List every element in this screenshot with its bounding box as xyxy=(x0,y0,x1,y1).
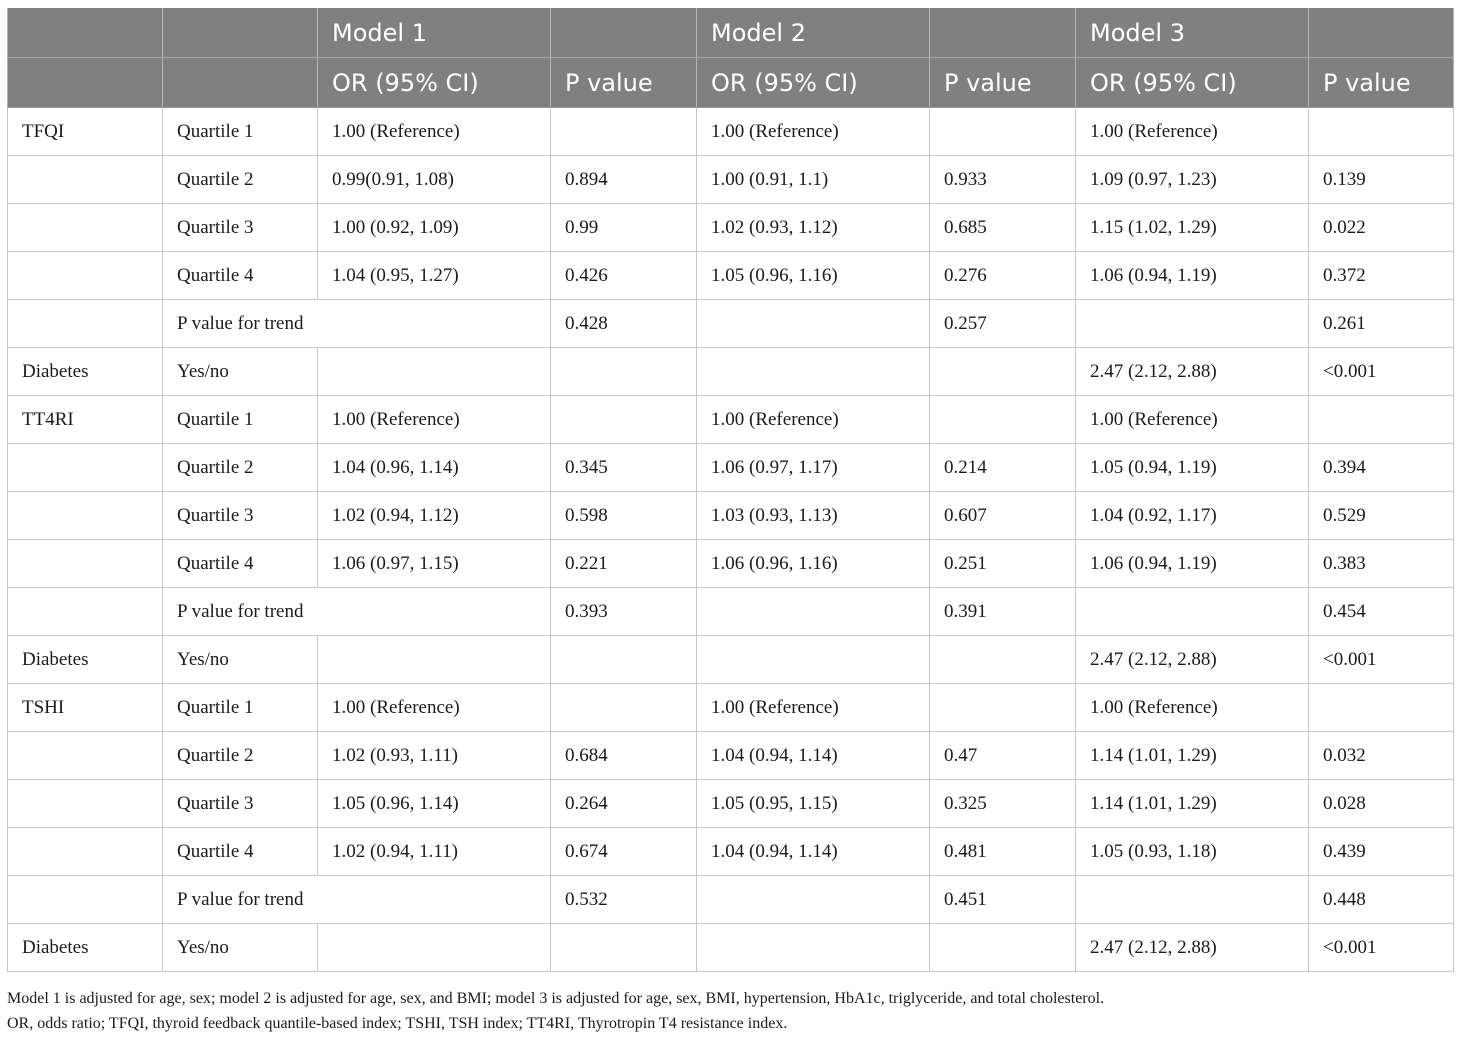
model2-or-cell xyxy=(697,876,930,924)
row-index-label: Diabetes xyxy=(8,636,163,684)
model1-or-cell: 1.04 (0.95, 1.27) xyxy=(318,252,551,300)
row-level-label: Yes/no xyxy=(163,348,318,396)
model1-p-cell: 0.684 xyxy=(551,732,697,780)
model2-or-cell: 1.06 (0.97, 1.17) xyxy=(697,444,930,492)
model2-or-cell xyxy=(697,636,930,684)
row-level-label: P value for trend xyxy=(163,588,551,636)
model3-p-cell xyxy=(1309,396,1454,444)
header-cell xyxy=(163,58,318,108)
model2-p-cell xyxy=(930,396,1076,444)
model2-p-cell: 0.391 xyxy=(930,588,1076,636)
model2-or-cell: 1.00 (Reference) xyxy=(697,108,930,156)
model3-or-cell: 1.00 (Reference) xyxy=(1076,396,1309,444)
model1-p-cell: 0.598 xyxy=(551,492,697,540)
model3-p-cell: 0.028 xyxy=(1309,780,1454,828)
table-row xyxy=(8,204,1454,252)
model3-p-cell: 0.032 xyxy=(1309,732,1454,780)
model2-p-cell xyxy=(930,684,1076,732)
row-level-label: Quartile 3 xyxy=(163,492,318,540)
model3-p-cell xyxy=(1309,684,1454,732)
row-index-label xyxy=(8,732,163,780)
model3-p-cell: <0.001 xyxy=(1309,924,1454,972)
header-cell xyxy=(8,8,163,58)
model2-p-cell: 0.481 xyxy=(930,828,1076,876)
model1-or-cell: 1.02 (0.93, 1.11) xyxy=(318,732,551,780)
model3-p-cell: 0.372 xyxy=(1309,252,1454,300)
model3-or-cell: 2.47 (2.12, 2.88) xyxy=(1076,348,1309,396)
footnote-abbreviations: OR, odds ratio; TFQI, thyroid feedback quantile-based index; TSHI, TSH index; TT4RI, Thyrotropin T4 resistance index. xyxy=(7,1015,788,1032)
model2-p-cell xyxy=(930,924,1076,972)
table-row xyxy=(8,348,1454,396)
model1-or-cell: 1.00 (0.92, 1.09) xyxy=(318,204,551,252)
model1-p-cell: 0.99 xyxy=(551,204,697,252)
row-index-label xyxy=(8,780,163,828)
model3-or-cell: 1.05 (0.94, 1.19) xyxy=(1076,444,1309,492)
row-level-label: Yes/no xyxy=(163,924,318,972)
model3-or-cell xyxy=(1076,876,1309,924)
model3-p-cell: 0.529 xyxy=(1309,492,1454,540)
model2-p-cell: 0.276 xyxy=(930,252,1076,300)
model3-or-cell: 1.14 (1.01, 1.29) xyxy=(1076,732,1309,780)
row-index-label: TT4RI xyxy=(8,396,163,444)
odds-ratio-table xyxy=(7,8,1454,972)
model1-p-cell xyxy=(551,108,697,156)
row-index-label: TSHI xyxy=(8,684,163,732)
model2-or-cell: 1.00 (Reference) xyxy=(697,684,930,732)
row-index-label: Diabetes xyxy=(8,348,163,396)
model1-or-cell xyxy=(318,348,551,396)
table-row xyxy=(8,540,1454,588)
model2-p-cell: 0.451 xyxy=(930,876,1076,924)
header-model-2: Model 2 xyxy=(697,8,930,58)
model1-or-cell: 1.04 (0.96, 1.14) xyxy=(318,444,551,492)
table-header xyxy=(8,8,1454,108)
row-index-label xyxy=(8,588,163,636)
model2-or-cell: 1.00 (Reference) xyxy=(697,396,930,444)
model1-p-cell xyxy=(551,636,697,684)
model1-p-cell xyxy=(551,348,697,396)
model3-or-cell: 1.15 (1.02, 1.29) xyxy=(1076,204,1309,252)
model1-or-cell: 1.00 (Reference) xyxy=(318,108,551,156)
table-row xyxy=(8,828,1454,876)
header-cell xyxy=(1309,8,1454,58)
table-row xyxy=(8,588,1454,636)
header-p-value: P value xyxy=(930,58,1076,108)
model2-p-cell xyxy=(930,348,1076,396)
model1-or-cell: 1.02 (0.94, 1.11) xyxy=(318,828,551,876)
model3-p-cell: 0.139 xyxy=(1309,156,1454,204)
header-row-models xyxy=(8,8,1454,58)
table-row xyxy=(8,300,1454,348)
table-body xyxy=(8,108,1454,972)
model2-p-cell: 0.685 xyxy=(930,204,1076,252)
header-cell xyxy=(8,58,163,108)
header-cell xyxy=(163,8,318,58)
footnote-model-adjustments: Model 1 is adjusted for age, sex; model 2 is adjusted for age, sex, and BMI; model 3 is adjusted for age, sex, BMI, hypertension, HbA1c, triglyceride, and total cholesterol. xyxy=(7,990,1105,1007)
model2-or-cell: 1.05 (0.95, 1.15) xyxy=(697,780,930,828)
row-level-label: Quartile 1 xyxy=(163,684,318,732)
model2-or-cell: 1.05 (0.96, 1.16) xyxy=(697,252,930,300)
table-row xyxy=(8,492,1454,540)
model3-p-cell: <0.001 xyxy=(1309,348,1454,396)
header-p-value: P value xyxy=(551,58,697,108)
header-model-3: Model 3 xyxy=(1076,8,1309,58)
row-level-label: Quartile 4 xyxy=(163,828,318,876)
table-row xyxy=(8,252,1454,300)
row-index-label xyxy=(8,444,163,492)
row-index-label xyxy=(8,492,163,540)
model3-p-cell: 0.454 xyxy=(1309,588,1454,636)
model3-p-cell: 0.383 xyxy=(1309,540,1454,588)
model1-p-cell xyxy=(551,924,697,972)
model1-or-cell xyxy=(318,924,551,972)
model3-p-cell: 0.439 xyxy=(1309,828,1454,876)
model2-or-cell xyxy=(697,924,930,972)
model3-or-cell xyxy=(1076,300,1309,348)
model2-or-cell: 1.00 (0.91, 1.1) xyxy=(697,156,930,204)
row-index-label xyxy=(8,876,163,924)
header-p-value: P value xyxy=(1309,58,1454,108)
model2-or-cell xyxy=(697,588,930,636)
model1-p-cell: 0.426 xyxy=(551,252,697,300)
model2-p-cell: 0.47 xyxy=(930,732,1076,780)
model2-p-cell: 0.257 xyxy=(930,300,1076,348)
model3-p-cell: 0.261 xyxy=(1309,300,1454,348)
header-cell xyxy=(930,8,1076,58)
row-index-label xyxy=(8,156,163,204)
model1-p-cell xyxy=(551,684,697,732)
table-row xyxy=(8,924,1454,972)
model1-p-cell xyxy=(551,396,697,444)
table-row xyxy=(8,876,1454,924)
table-row xyxy=(8,396,1454,444)
row-index-label xyxy=(8,252,163,300)
model3-p-cell xyxy=(1309,108,1454,156)
row-level-label: Quartile 2 xyxy=(163,444,318,492)
model1-or-cell: 1.05 (0.96, 1.14) xyxy=(318,780,551,828)
header-model-1: Model 1 xyxy=(318,8,551,58)
model3-or-cell: 1.06 (0.94, 1.19) xyxy=(1076,252,1309,300)
model3-or-cell: 2.47 (2.12, 2.88) xyxy=(1076,636,1309,684)
row-index-label: TFQI xyxy=(8,108,163,156)
model2-or-cell: 1.06 (0.96, 1.16) xyxy=(697,540,930,588)
row-level-label: Yes/no xyxy=(163,636,318,684)
model3-or-cell xyxy=(1076,588,1309,636)
model1-or-cell: 1.00 (Reference) xyxy=(318,684,551,732)
model2-p-cell: 0.214 xyxy=(930,444,1076,492)
model3-or-cell: 1.09 (0.97, 1.23) xyxy=(1076,156,1309,204)
table-footnotes xyxy=(7,986,1453,1036)
model1-or-cell: 1.06 (0.97, 1.15) xyxy=(318,540,551,588)
header-cell xyxy=(551,8,697,58)
model2-or-cell: 1.04 (0.94, 1.14) xyxy=(697,732,930,780)
model2-or-cell: 1.02 (0.93, 1.12) xyxy=(697,204,930,252)
row-level-label: Quartile 3 xyxy=(163,780,318,828)
row-index-label xyxy=(8,204,163,252)
model1-or-cell: 1.02 (0.94, 1.12) xyxy=(318,492,551,540)
row-index-label xyxy=(8,540,163,588)
model1-p-cell: 0.532 xyxy=(551,876,697,924)
row-level-label: Quartile 2 xyxy=(163,732,318,780)
model2-p-cell xyxy=(930,108,1076,156)
row-level-label: Quartile 3 xyxy=(163,204,318,252)
model3-or-cell: 1.05 (0.93, 1.18) xyxy=(1076,828,1309,876)
model3-or-cell: 1.14 (1.01, 1.29) xyxy=(1076,780,1309,828)
model1-p-cell: 0.894 xyxy=(551,156,697,204)
model2-or-cell xyxy=(697,300,930,348)
model3-or-cell: 1.00 (Reference) xyxy=(1076,684,1309,732)
model3-or-cell: 1.06 (0.94, 1.19) xyxy=(1076,540,1309,588)
model2-or-cell: 1.04 (0.94, 1.14) xyxy=(697,828,930,876)
model1-p-cell: 0.393 xyxy=(551,588,697,636)
model2-p-cell: 0.251 xyxy=(930,540,1076,588)
model1-p-cell: 0.264 xyxy=(551,780,697,828)
row-index-label: Diabetes xyxy=(8,924,163,972)
table-row xyxy=(8,684,1454,732)
row-level-label: Quartile 1 xyxy=(163,108,318,156)
model3-or-cell: 2.47 (2.12, 2.88) xyxy=(1076,924,1309,972)
table-row xyxy=(8,636,1454,684)
model3-p-cell: 0.394 xyxy=(1309,444,1454,492)
row-index-label xyxy=(8,828,163,876)
table-row xyxy=(8,156,1454,204)
model2-p-cell xyxy=(930,636,1076,684)
row-level-label: Quartile 1 xyxy=(163,396,318,444)
header-row-metrics xyxy=(8,58,1454,108)
row-level-label: Quartile 4 xyxy=(163,540,318,588)
table-row xyxy=(8,732,1454,780)
table-row xyxy=(8,780,1454,828)
row-level-label: P value for trend xyxy=(163,876,551,924)
model1-or-cell: 1.00 (Reference) xyxy=(318,396,551,444)
model3-or-cell: 1.00 (Reference) xyxy=(1076,108,1309,156)
row-level-label: Quartile 4 xyxy=(163,252,318,300)
model2-p-cell: 0.607 xyxy=(930,492,1076,540)
model1-p-cell: 0.674 xyxy=(551,828,697,876)
table-row xyxy=(8,444,1454,492)
model3-or-cell: 1.04 (0.92, 1.17) xyxy=(1076,492,1309,540)
model3-p-cell: <0.001 xyxy=(1309,636,1454,684)
model2-or-cell: 1.03 (0.93, 1.13) xyxy=(697,492,930,540)
model2-p-cell: 0.325 xyxy=(930,780,1076,828)
model1-or-cell xyxy=(318,636,551,684)
model3-p-cell: 0.448 xyxy=(1309,876,1454,924)
row-level-label: P value for trend xyxy=(163,300,551,348)
row-level-label: Quartile 2 xyxy=(163,156,318,204)
model2-or-cell xyxy=(697,348,930,396)
model2-p-cell: 0.933 xyxy=(930,156,1076,204)
row-index-label xyxy=(8,300,163,348)
header-or-ci: OR (95% CI) xyxy=(318,58,551,108)
model1-or-cell: 0.99(0.91, 1.08) xyxy=(318,156,551,204)
model1-p-cell: 0.428 xyxy=(551,300,697,348)
header-or-ci: OR (95% CI) xyxy=(697,58,930,108)
model1-p-cell: 0.345 xyxy=(551,444,697,492)
model1-p-cell: 0.221 xyxy=(551,540,697,588)
model3-p-cell: 0.022 xyxy=(1309,204,1454,252)
results-table-container xyxy=(7,8,1453,972)
table-row xyxy=(8,108,1454,156)
header-or-ci: OR (95% CI) xyxy=(1076,58,1309,108)
